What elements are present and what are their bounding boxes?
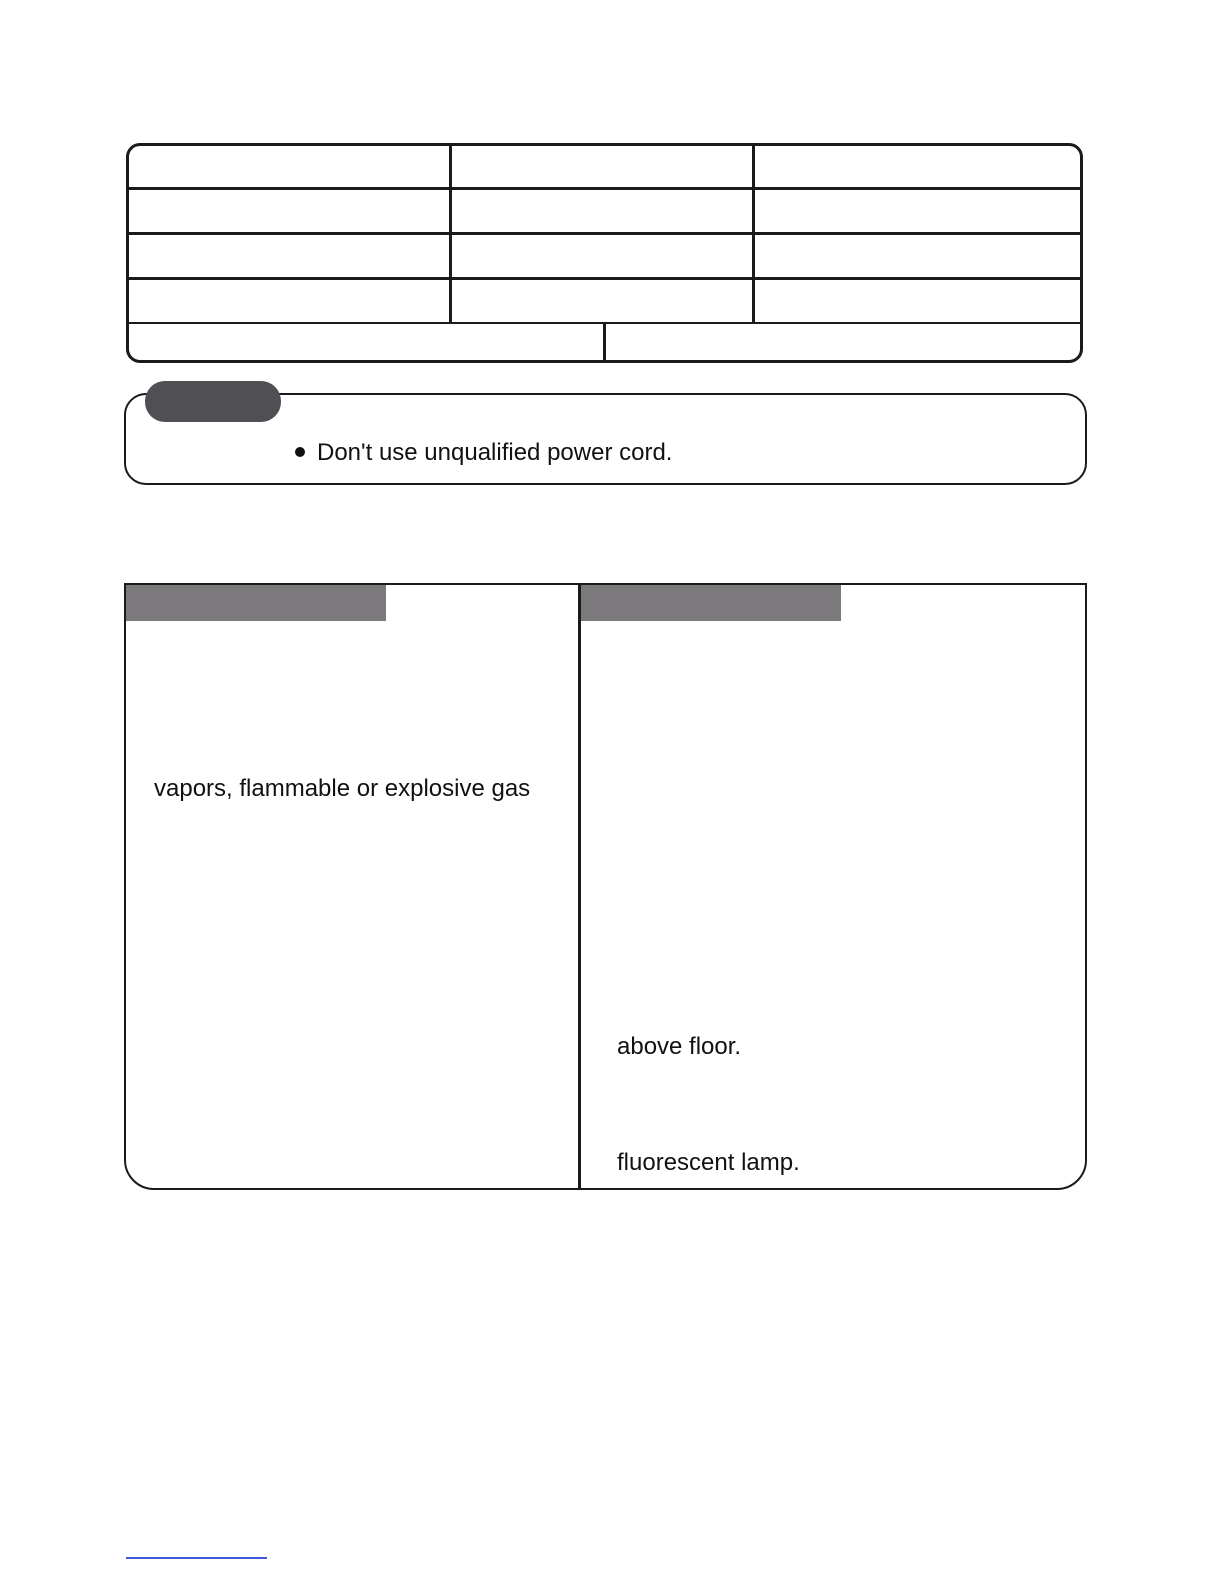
location-table: [124, 583, 1087, 1190]
bullet-icon: [295, 447, 305, 457]
spec-table-cell: [452, 190, 755, 232]
spec-table-cell: [606, 324, 1080, 363]
location-table-header-left: [126, 585, 386, 621]
note-item-text: Don't use unqualified power cord.: [317, 439, 673, 466]
footer-link[interactable]: [126, 1557, 267, 1559]
spec-table-row: [129, 146, 1080, 190]
spec-table-cell: [452, 235, 755, 277]
spec-table: [126, 143, 1083, 363]
spec-table-row: [129, 324, 1080, 363]
right-column-text: above floor.: [617, 1033, 742, 1060]
location-table-divider: [578, 584, 581, 1189]
spec-table-cell: [129, 190, 452, 232]
spec-table-row: [129, 235, 1080, 280]
spec-table-cell: [129, 235, 452, 277]
spec-table-cell: [755, 235, 1080, 277]
spec-table-cell: [129, 146, 452, 187]
spec-table-cell: [129, 280, 452, 322]
spec-table-cell: [755, 280, 1080, 322]
spec-table-row: [129, 190, 1080, 235]
spec-table-cell: [452, 146, 755, 187]
spec-table-cell: [129, 324, 606, 363]
spec-table-row: [129, 280, 1080, 324]
left-column-text: vapors, flammable or explosive gas: [154, 775, 531, 802]
note-item: [295, 438, 672, 468]
spec-table-cell: [755, 146, 1080, 187]
spec-table-cell: [755, 190, 1080, 232]
location-table-header-right: [581, 585, 841, 621]
note-label-tab: [145, 381, 281, 422]
spec-table-cell: [452, 280, 755, 322]
right-column-text: fluorescent lamp.: [617, 1149, 800, 1176]
